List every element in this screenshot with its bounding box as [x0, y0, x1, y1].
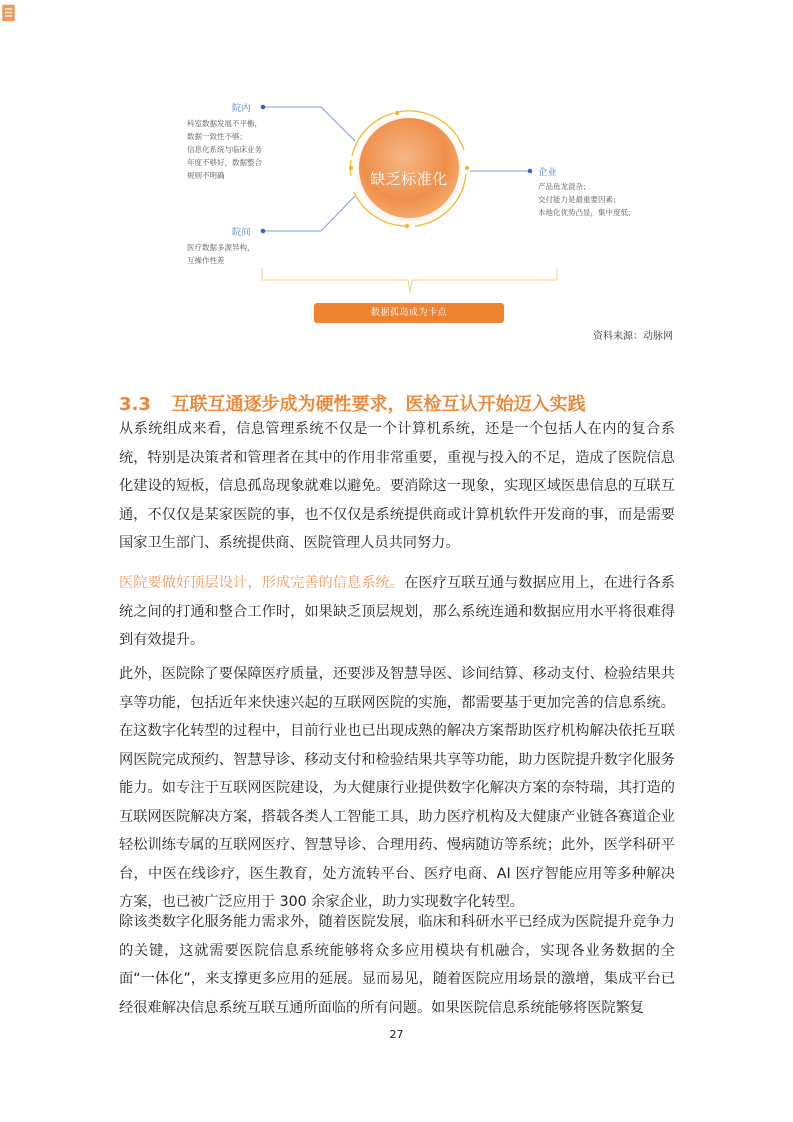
- paragraph-text: 除该类数字化服务能力需求外，随着医院发展，临床和科研水平已经成为医院提升竞争力的关键，这就需要医院信息系统能够将众多应用模块有机融合，实现各业务数据的全面“一体化”，来支撑更多应用的延展。显而易见，随着医院应用场景的激增，集成平台已经很难解决信息系统互联互通所面临的所有问题。如果医院信息系统能够将医院繁复: [119, 914, 675, 1016]
- bracket: [262, 268, 557, 292]
- node-label-between-hospitals: 院间: [232, 228, 252, 238]
- paragraph-1: [119, 415, 675, 558]
- desc-line: 信息化系统与临床业务: [187, 145, 262, 154]
- node-desc-in-hospital: [187, 117, 262, 182]
- desc-line: 年度不够好，数据整合: [187, 158, 262, 167]
- paragraph-text: 从系统组成来看，信息管理系统不仅是一个计算机系统，还是一个包括人在内的复合系统，特别是决策者和管理者在其中的作用非常重要，重视与投入的不足，造成了医院信息化建设的短板，信息孤岛现象就难以避免。要消除这一现象，实现区域医患信息的互联互通，不仅仅是某家医院的事，也不仅仅是系统提供商或计算机软件开发商的事，而是需要国家卫生部门、系统提供商、医院管理人员共同努力。: [119, 421, 675, 551]
- paragraph-3: [119, 660, 675, 917]
- desc-line: 交付能力是最重要因素；: [538, 195, 621, 204]
- source-note: 资料来源：动脉网: [593, 331, 673, 342]
- center-label: 缺乏标准化: [370, 170, 448, 188]
- node-desc-between-hospitals: [187, 241, 255, 267]
- paragraph-highlight: 医院要做好顶层设计，形成完善的信息系统。: [119, 575, 405, 591]
- paragraph-4: [119, 908, 675, 1022]
- section-heading: [119, 390, 585, 416]
- desc-line: 科室数据发展不平衡，: [187, 119, 262, 128]
- desc-line: 医疗数据多源异构，: [187, 243, 255, 252]
- document-icon: [0, 0, 20, 24]
- desc-line: 本地化优势凸显，集中度低；: [538, 208, 636, 217]
- page-number: 27: [389, 1028, 404, 1041]
- desc-line: 数据一致性不够；: [187, 132, 247, 141]
- desc-line: 互操作性差: [187, 256, 225, 265]
- paragraph-text: 此外，医院除了要保障医疗质量，还要涉及智慧导医、诊间结算、移动支付、检验结果共享等功能，包括近年来快速兴起的互联网医院的实施，都需要基于更加完善的信息系统。在这数字化转型的过程中，目前行业也已出现成熟的解决方案帮助医疗机构解决依托互联网医院完成预约、智慧导诊、移动支付和检验结果共享等功能，助力医院提升数字化服务能力。如专注于互联网医院建设，为大健康行业提供数字化解决方案的奈特瑞，其打造的互联网医院解决方案，搭载各类人工智能工具，助力医疗机构及大健康产业链各赛道企业轻松训练专属的互联网医疗、智慧导诊、合理用药、慢病随访等系统；此外，医学科研平台，中医在线诊疗，医生教育，处方流转平台、医疗电商、AI 医疗智能应用等多种解决方案，也已被广泛应用于 300 余家企业，助力实现数字化转型。: [119, 666, 675, 910]
- node-label-enterprise: 企业: [538, 168, 558, 178]
- section-number: 3.3: [119, 394, 151, 415]
- conclusion-bar: 数据孤岛成为卡点: [314, 303, 504, 323]
- node-label-in-hospital: 院内: [232, 104, 252, 114]
- paragraph-text: 在医疗互联互通与数据应用上，在进行各系统之间的打通和整合工作时，如果缺乏顶层规划，那么系统连通和数据应用水平将很难得到有效提升。: [119, 575, 675, 648]
- node-desc-enterprise: [538, 180, 636, 219]
- section-title-text: 互联互通逐步成为硬性要求，医检互认开始迈入实践: [171, 394, 586, 415]
- desc-line: 规则不明确: [187, 171, 225, 180]
- paragraph-2: [119, 569, 675, 655]
- standardization-diagram: [0, 0, 793, 350]
- desc-line: 产品鱼龙混杂；: [538, 182, 591, 191]
